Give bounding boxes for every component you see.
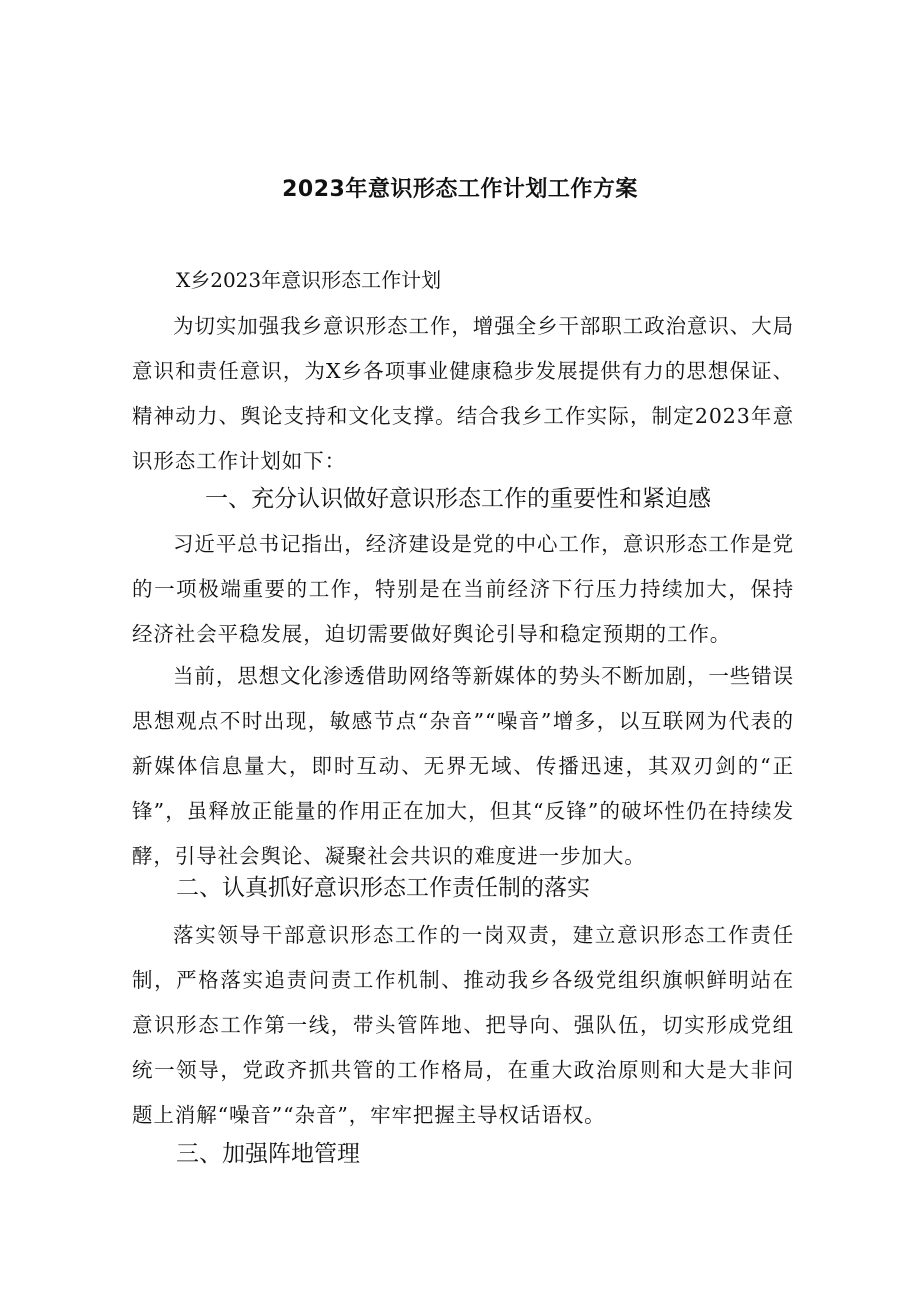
- section2-paragraph-1: 落实领导干部意识形态工作的一岗双责，建立意识形态工作责任制，严格落实追责问责工作机制、推动我乡各级党组织旗帜鲜明站在意识形态工作第一线，带头管阵地、把导向、强队伍，切实形成党组统一领导，党政齐抓共管的工作格局，在重大政治原则和大是大非问题上消解“噪音”“杂音”，牢牢把握主导权话语权。: [132, 923, 794, 1127]
- plan-subtitle: X乡2023年意识形态工作计划: [176, 268, 442, 292]
- intro-paragraph: 为切实加强我乡意识形态工作，增强全乡干部职工政治意识、大局意识和责任意识，为X乡各项事业健康稳步发展提供有力的思想保证、精神动力、舆论支持和文化支撑。结合我乡工作实际，制定2023年意识形态工作计划如下：: [132, 314, 794, 473]
- section-heading-2: 二、认真抓好意识形态工作责任制的落实: [176, 875, 590, 901]
- section1-paragraph-1: 习近平总书记指出，经济建设是党的中心工作，意识形态工作是党的一项极端重要的工作，特别是在当前经济下行压力持续加大，保持经济社会平稳发展，迫切需要做好舆论引导和稳定预期的工作。: [132, 532, 794, 646]
- section-heading-1: 一、充分认识做好意识形态工作的重要性和紧迫感: [205, 486, 711, 512]
- section1-paragraph-2: 当前，思想文化渗透借助网络等新媒体的势头不断加剧，一些错误思想观点不时出现，敏感节点“杂音”“噪音”增多，以互联网为代表的新媒体信息量大，即时互动、无界无域、传播迅速，其双刃剑的“正锋”，虽释放正能量的作用正在加大，但其“反锋”的破坏性仍在持续发酵，引导社会舆论、凝聚社会共识的难度进一步加大。: [132, 664, 794, 868]
- section-heading-3: 三、加强阵地管理: [176, 1141, 360, 1167]
- document-title: 2023年意识形态工作计划工作方案: [282, 177, 638, 202]
